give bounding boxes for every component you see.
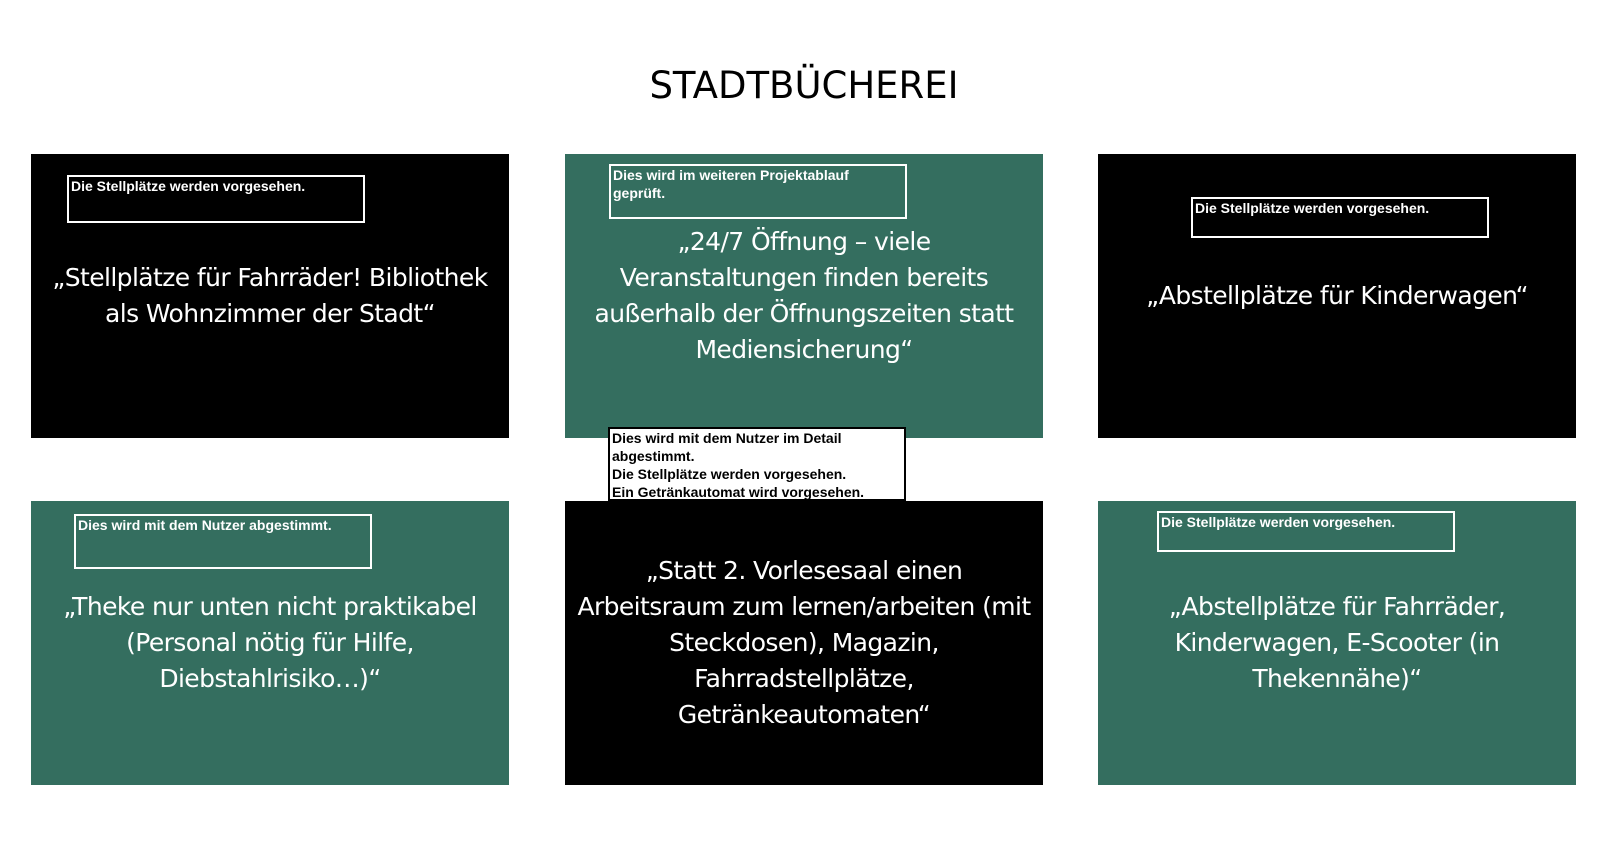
response-note-line: Dies wird mit dem Nutzer im Detail bbox=[612, 430, 842, 446]
page-title: STADTBÜCHEREI bbox=[649, 64, 959, 107]
response-note: Die Stellplätze werden vorgesehen. bbox=[67, 175, 365, 223]
response-note-multiline bbox=[608, 427, 906, 501]
response-note: Dies wird im weiteren Projektablauf geprüft. bbox=[609, 164, 907, 219]
response-note: Dies wird mit dem Nutzer abgestimmt. bbox=[74, 514, 372, 569]
response-note-line: Die Stellplätze werden vorgesehen. bbox=[612, 466, 847, 482]
feedback-quote: „Abstellplätze für Kinderwagen“ bbox=[1146, 281, 1528, 310]
response-note: Die Stellplätze werden vorgesehen. bbox=[1157, 511, 1455, 552]
response-note-line: Ein Getränkautomat wird vorgesehen. bbox=[612, 484, 865, 500]
feedback-quote: „Stellplätze für Fahrräder! Bibliothek als Wohnzimmer der Stadt“ bbox=[52, 263, 488, 328]
feedback-card-5 bbox=[565, 501, 1043, 785]
feedback-quote: „Theke nur unten nicht praktikabel (Personal nötig für Hilfe, Diebstahlrisiko…)“ bbox=[63, 592, 477, 693]
feedback-quote: „Abstellplätze für Fahrräder, Kinderwagen, E-Scooter (in Thekennähe)“ bbox=[1168, 592, 1506, 693]
feedback-quote: „Statt 2. Vorlesesaal einen Arbeitsraum zum lernen/arbeiten (mit Steckdosen), Magazin, Fahrradstellplätze, Getränkeautomaten“ bbox=[577, 556, 1031, 729]
response-note-line: abgestimmt. bbox=[612, 448, 695, 464]
feedback-quote: „24/7 Öffnung – viele Veranstaltungen finden bereits außerhalb der Öffnungszeiten statt Mediensicherung“ bbox=[594, 227, 1014, 364]
response-note: Die Stellplätze werden vorgesehen. bbox=[1191, 197, 1489, 238]
